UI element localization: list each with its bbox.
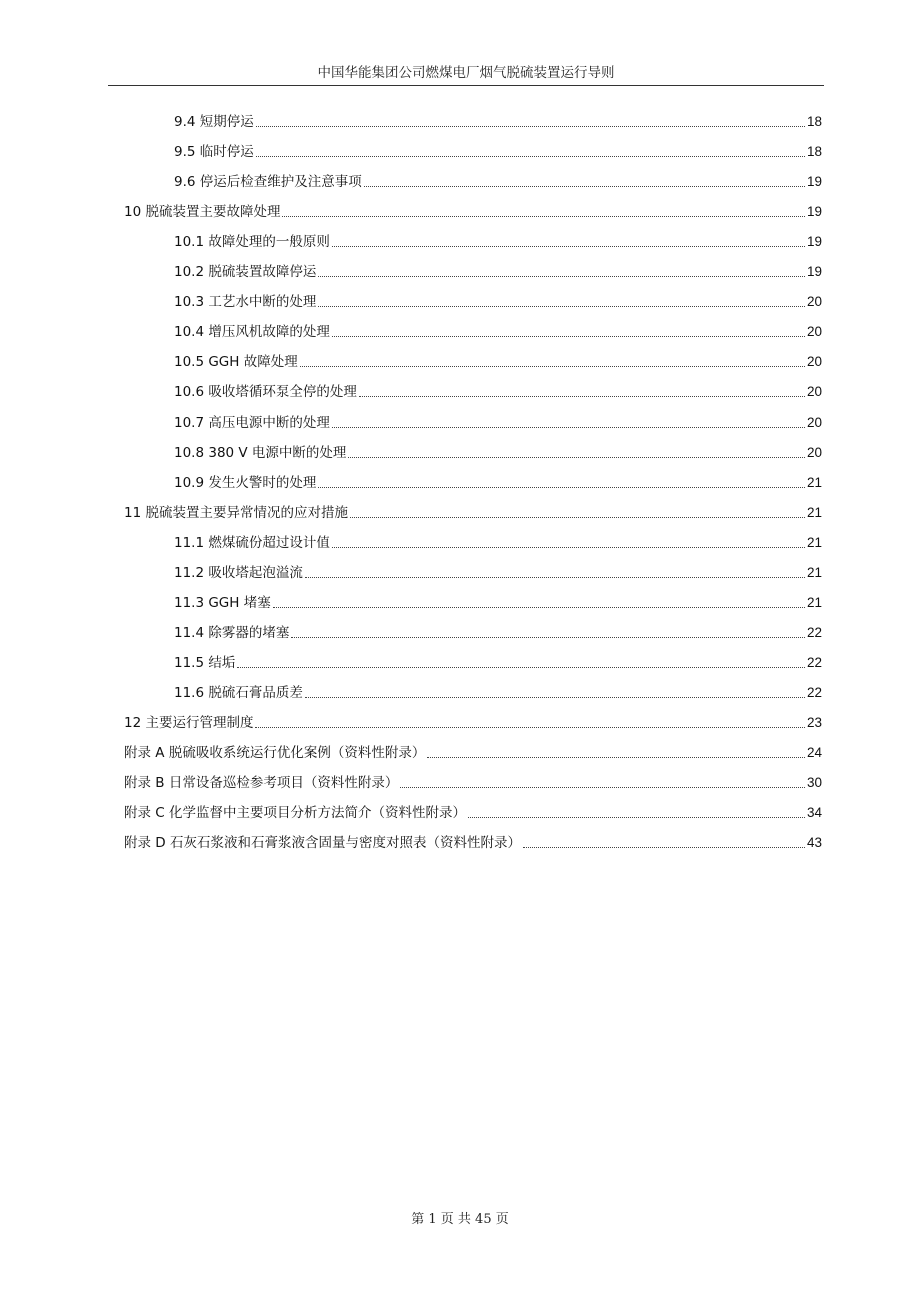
toc-entry-title: 附录 A 脱硫吸收系统运行优化案例（资料性附录）	[124, 745, 426, 762]
toc-entry[interactable]	[174, 258, 822, 282]
toc-entry-title: 11.1 燃煤硫份超过设计值	[174, 534, 330, 551]
toc-entry-title: 10.5 GGH 故障处理	[174, 354, 298, 371]
toc-entry-page: 21	[806, 564, 822, 580]
toc-entry-title: 10 脱硫装置主要故障处理	[124, 204, 281, 221]
toc-entry-page: 20	[806, 414, 822, 430]
toc-entry[interactable]	[174, 619, 822, 643]
toc-entry[interactable]	[174, 679, 822, 703]
toc-entry[interactable]	[124, 799, 822, 823]
toc-entry-page: 21	[806, 474, 822, 490]
toc-entry[interactable]	[174, 439, 822, 463]
toc-entry-page: 23	[806, 715, 822, 730]
toc-entry[interactable]	[124, 829, 822, 853]
toc-entry[interactable]	[174, 138, 822, 162]
toc-entry-title: 11.2 吸收塔起泡溢流	[174, 564, 303, 581]
toc-entry-title: 11 脱硫装置主要异常情况的应对措施	[124, 504, 348, 521]
page-header-title: 中国华能集团公司燃煤电厂烟气脱硫装置运行导则	[317, 65, 615, 81]
toc-dot-leader	[318, 487, 805, 488]
toc-entry-page: 43	[806, 835, 822, 851]
toc-entry[interactable]	[174, 168, 822, 192]
toc-entry-page: 21	[806, 594, 822, 610]
toc-entry-title: 附录 C 化学监督中主要项目分析方法简介（资料性附录）	[124, 805, 467, 822]
toc-dot-leader	[318, 276, 805, 277]
toc-entry[interactable]	[174, 228, 822, 252]
toc-entry-page: 30	[806, 775, 822, 791]
toc-dot-leader	[273, 607, 805, 608]
toc-entry-page: 20	[806, 324, 822, 340]
toc-entry-title: 10.7 高压电源中断的处理	[174, 414, 330, 431]
toc-dot-leader	[237, 667, 805, 668]
toc-entry-title: 11.4 除雾器的堵塞	[174, 624, 290, 641]
toc-entry-title: 10.3 工艺水中断的处理	[174, 294, 317, 311]
toc-entry-page: 22	[806, 684, 822, 700]
toc-dot-leader	[332, 246, 805, 247]
toc-dot-leader	[305, 697, 805, 698]
toc-entry-title: 11.5 结垢	[174, 654, 236, 671]
toc-entry[interactable]	[124, 198, 822, 222]
toc-entry[interactable]	[174, 409, 822, 433]
toc-entry-page: 19	[806, 234, 822, 250]
toc-dot-leader	[305, 577, 805, 578]
toc-dot-leader	[364, 186, 805, 187]
toc-dot-leader	[291, 637, 805, 638]
toc-entry-title: 12 主要运行管理制度	[124, 715, 254, 731]
toc-entry[interactable]	[174, 288, 822, 312]
toc-dot-leader	[332, 547, 805, 548]
toc-entry-title: 附录 D 石灰石浆液和石膏浆液含固量与密度对照表（资料性附录）	[124, 835, 521, 852]
toc-entry-page: 22	[806, 654, 822, 670]
toc-dot-leader	[300, 366, 805, 367]
toc-entry[interactable]	[174, 108, 822, 132]
toc-entry-title: 9.6 停运后检查维护及注意事项	[174, 174, 362, 191]
toc-dot-leader	[427, 757, 805, 758]
toc-entry[interactable]	[174, 318, 822, 342]
toc-entry-title: 10.8 380 V 电源中断的处理	[174, 444, 347, 461]
toc-entry[interactable]	[174, 649, 822, 673]
toc-dot-leader	[282, 216, 804, 217]
toc-entry[interactable]	[174, 559, 822, 583]
toc-dot-leader	[348, 457, 805, 458]
toc-entry-page: 20	[806, 384, 822, 400]
toc-dot-leader	[350, 517, 805, 518]
toc-dot-leader	[400, 787, 805, 788]
toc-entry-title: 10.1 故障处理的一般原则	[174, 234, 330, 251]
toc-dot-leader	[256, 156, 805, 157]
toc-entry-page: 34	[806, 805, 822, 821]
toc-entry-page: 18	[806, 144, 822, 160]
header-divider	[108, 85, 824, 86]
toc-dot-leader	[256, 126, 805, 127]
toc-entry[interactable]	[124, 769, 822, 793]
toc-entry-page: 18	[806, 114, 822, 129]
toc-entry-title: 10.9 发生火警时的处理	[174, 474, 317, 491]
toc-entry[interactable]	[174, 589, 822, 613]
toc-entry-page: 20	[806, 354, 822, 370]
toc-entry-page: 19	[806, 174, 822, 190]
toc-entry[interactable]	[174, 348, 822, 372]
toc-dot-leader	[359, 396, 805, 397]
toc-entry[interactable]	[174, 529, 822, 553]
toc-dot-leader	[318, 306, 805, 307]
toc-entry[interactable]	[124, 499, 822, 523]
toc-entry-page: 19	[806, 264, 822, 280]
toc-entry[interactable]	[174, 469, 822, 493]
toc-entry-title: 9.5 临时停运	[174, 144, 254, 161]
toc-entry-page: 24	[806, 745, 822, 761]
toc-entry-title: 10.6 吸收塔循环泵全停的处理	[174, 384, 357, 401]
toc-entry[interactable]	[174, 378, 822, 402]
toc-entry-page: 21	[806, 534, 822, 550]
toc-entry-page: 21	[806, 504, 822, 520]
toc-entry-title: 10.4 增压风机故障的处理	[174, 324, 330, 341]
toc-entry-page: 20	[806, 294, 822, 310]
toc-entry-title: 11.6 脱硫石膏品质差	[174, 684, 303, 701]
page-footer-number: 第 1 页 共 45 页	[411, 1212, 509, 1227]
toc-dot-leader	[468, 817, 805, 818]
toc-entry-title: 附录 B 日常设备巡检参考项目（资料性附录）	[124, 775, 399, 792]
toc-dot-leader	[255, 727, 804, 728]
toc-entry-title: 10.2 脱硫装置故障停运	[174, 264, 317, 281]
toc-entry-page: 20	[806, 444, 822, 460]
toc-dot-leader	[523, 847, 805, 848]
toc-entry-page: 22	[806, 624, 822, 640]
toc-entry[interactable]	[124, 709, 822, 733]
toc-entry-title: 11.3 GGH 堵塞	[174, 594, 271, 611]
toc-dot-leader	[332, 336, 805, 337]
toc-entry[interactable]	[124, 739, 822, 763]
toc-entry-title: 9.4 短期停运	[174, 114, 254, 130]
toc-dot-leader	[332, 427, 805, 428]
toc-entry-page: 19	[806, 204, 822, 220]
